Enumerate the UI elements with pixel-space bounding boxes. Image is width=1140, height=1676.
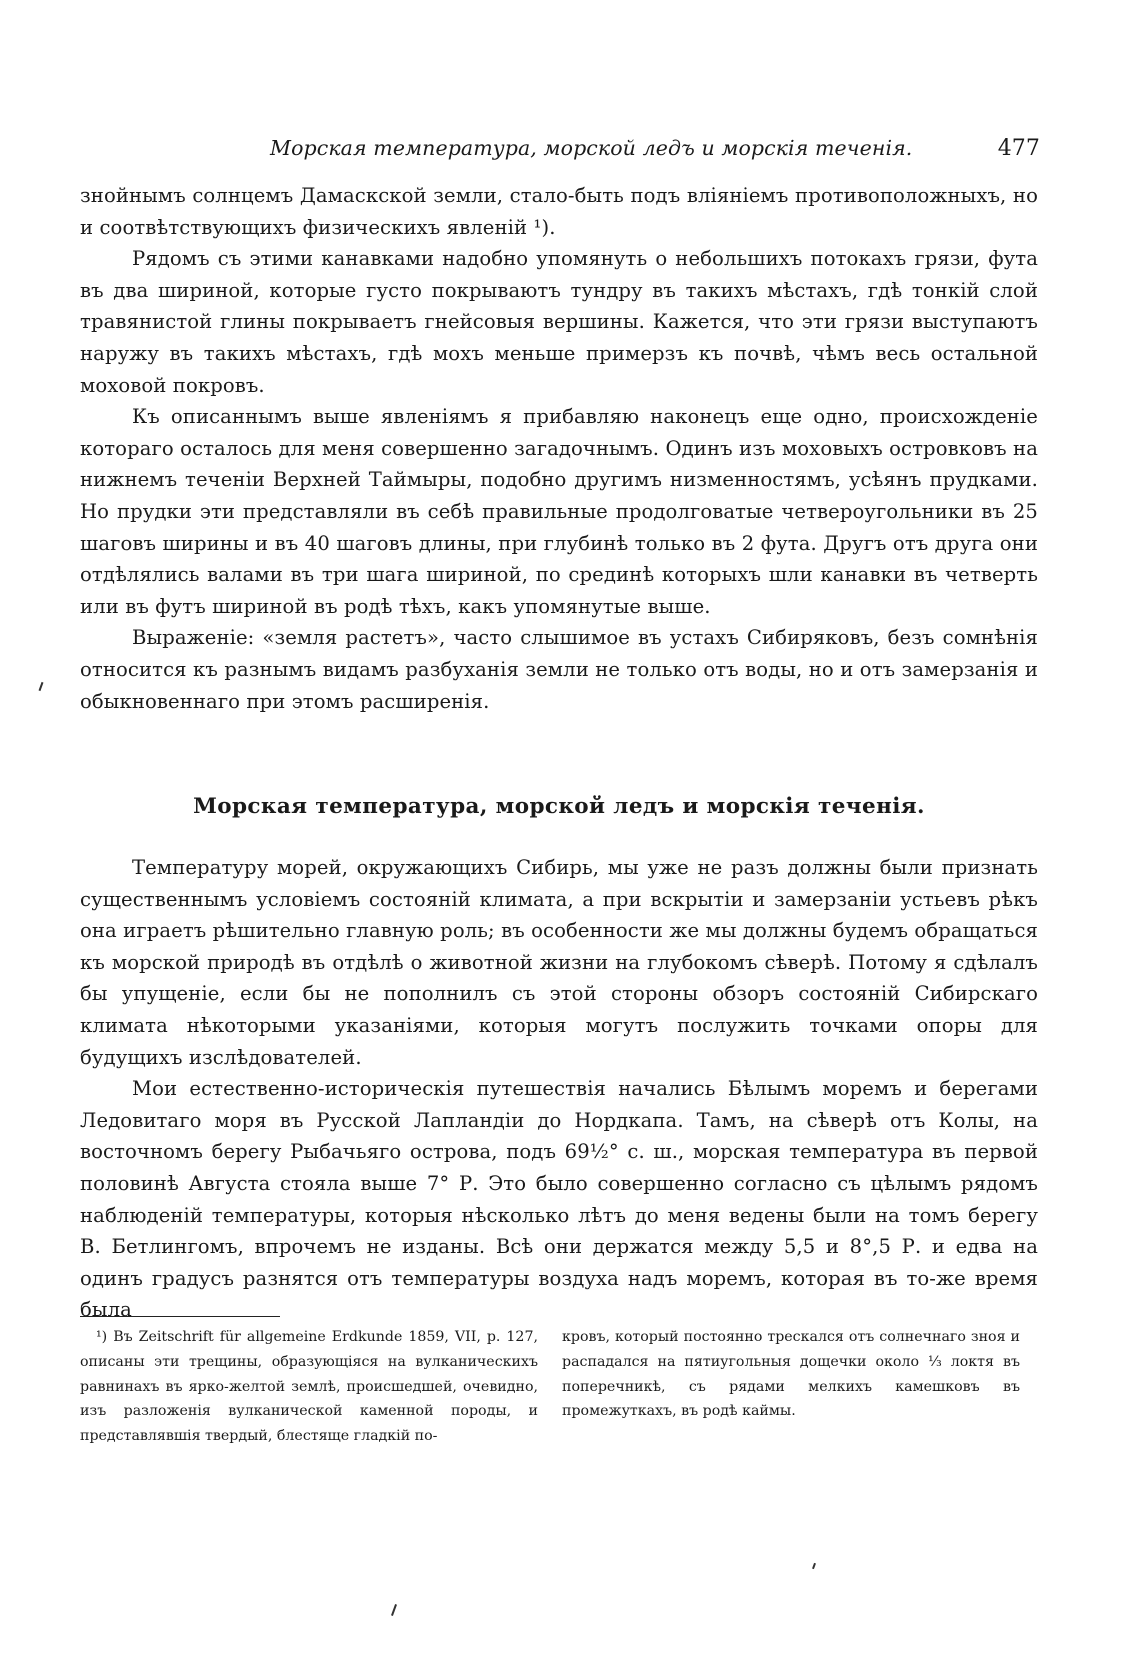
- paragraph: Температуру морей, окружающихъ Сибирь, мы уже не разъ должны были признать существеннымъ условіемъ состояній климата, а при вскрытіи и замерзаніи устьевъ рѣкъ она играетъ рѣшительно главную роль; въ особенности же мы должны будемъ обращаться къ морской природѣ въ отдѣлѣ о животной жизни на глубокомъ сѣверѣ. Потому я сдѣлалъ бы упущеніе, если бы не пополнилъ съ этой стороны обзоръ состояній Сибирскаго климата нѣкоторыми указаніями, которыя могутъ послужить точками опоры для будущихъ изслѣдователей.: [80, 856, 1038, 1069]
- footnotes: [80, 1325, 1038, 1475]
- scan-speck: [812, 1563, 816, 1569]
- footnote-column-right: [562, 1325, 1020, 1424]
- paragraph: знойнымъ солнцемъ Дамаскской земли, стало-быть подъ вліяніемъ противоположныхъ, но и соотвѣтствующихъ физическихъ явленій ¹).: [80, 184, 1038, 239]
- paragraph: Выраженіе: «земля растетъ», часто слышимое въ устахъ Сибиряковъ, безъ сомнѣнія относится къ разнымъ видамъ разбуханія земли не только отъ воды, но и отъ замерзанія и обыкновеннаго при этомъ расширенія.: [80, 626, 1038, 713]
- footnote-divider: [80, 1316, 280, 1317]
- footnote-text: кровъ, который постоянно трескался отъ солнечнаго зноя и распадался на пятиугольныя дощечки около ⅓ локтя въ поперечникѣ, съ рядами мелкихъ камешковъ въ промежуткахъ, въ родѣ каймы.: [562, 1329, 1020, 1420]
- page-number: 477: [997, 136, 1040, 161]
- paragraph: Мои естественно-историческія путешествія начались Бѣлымъ моремъ и берегами Ледовитаго моря въ Русской Лапландіи до Нордкапа. Тамъ, на сѣверѣ отъ Колы, на восточномъ берегу Рыбачьяго острова, подъ 69½° с. ш., морская температура въ первой половинѣ Августа стояла выше 7° Р. Это было совершенно согласно съ цѣлымъ рядомъ наблюденій температуры, которыя нѣсколько лѣтъ до меня ведены были на томъ берегу В. Бетлингомъ, впрочемъ не изданы. Всѣ они держатся между 5,5 и 8°,5 Р. и едва на одинъ градусъ разнятся отъ температуры воздуха надъ моремъ, которая въ то-же время была: [80, 1077, 1038, 1322]
- scan-speck: [391, 1604, 397, 1616]
- paragraph: Рядомъ съ этими канавками надобно упомянуть о небольшихъ потокахъ грязи, фута въ два шириной, которые густо покрываютъ тундру въ такихъ мѣстахъ, гдѣ тонкій слой травянистой глины покрываетъ гнейсовыя вершины. Кажется, что эти грязи выступаютъ наружу въ такихъ мѣстахъ, гдѣ мохъ меньше примерзъ къ почвѣ, чѣмъ весь остальной моховой покровъ.: [80, 247, 1038, 397]
- body-text-section: [80, 852, 1038, 1326]
- running-head: [270, 136, 1040, 166]
- scan-speck: [39, 682, 44, 691]
- section-heading: Морская температура, морской ледъ и морскія теченія.: [193, 794, 925, 819]
- body-text-top: [80, 180, 1038, 717]
- paragraph: Къ описаннымъ выше явленіямъ я прибавляю наконецъ еще одно, происхожденіе котораго осталось для меня совершенно загадочнымъ. Одинъ изъ моховыхъ островковъ на нижнемъ теченіи Верхней Таймыры, подобно другимъ низменностямъ, усѣянъ прудками. Но прудки эти представляли въ себѣ правильные продолговатые четвероугольники въ 25 шаговъ ширины и въ 40 шаговъ длины, при глубинѣ только въ 2 фута. Другъ отъ друга они отдѣлялись валами въ три шага шириной, по срединѣ которыхъ шли канавки въ четверть или въ футъ шириной въ родѣ тѣхъ, какъ упомянутые выше.: [80, 405, 1038, 618]
- running-head-title: Морская температура, морской ледъ и морскія теченія.: [270, 136, 913, 160]
- footnote-column-left: [80, 1325, 538, 1449]
- footnote-text: ¹) Въ Zeitschrift für allgemeine Erdkunde 1859, VII, p. 127, описаны эти трещины, образующіяся на вулканическихъ равнинахъ въ ярко-желтой землѣ, происшедшей, очевидно, изъ разложенія вулканической каменной породы, и представлявшія твердый, блестяще гладкій по-: [80, 1329, 538, 1445]
